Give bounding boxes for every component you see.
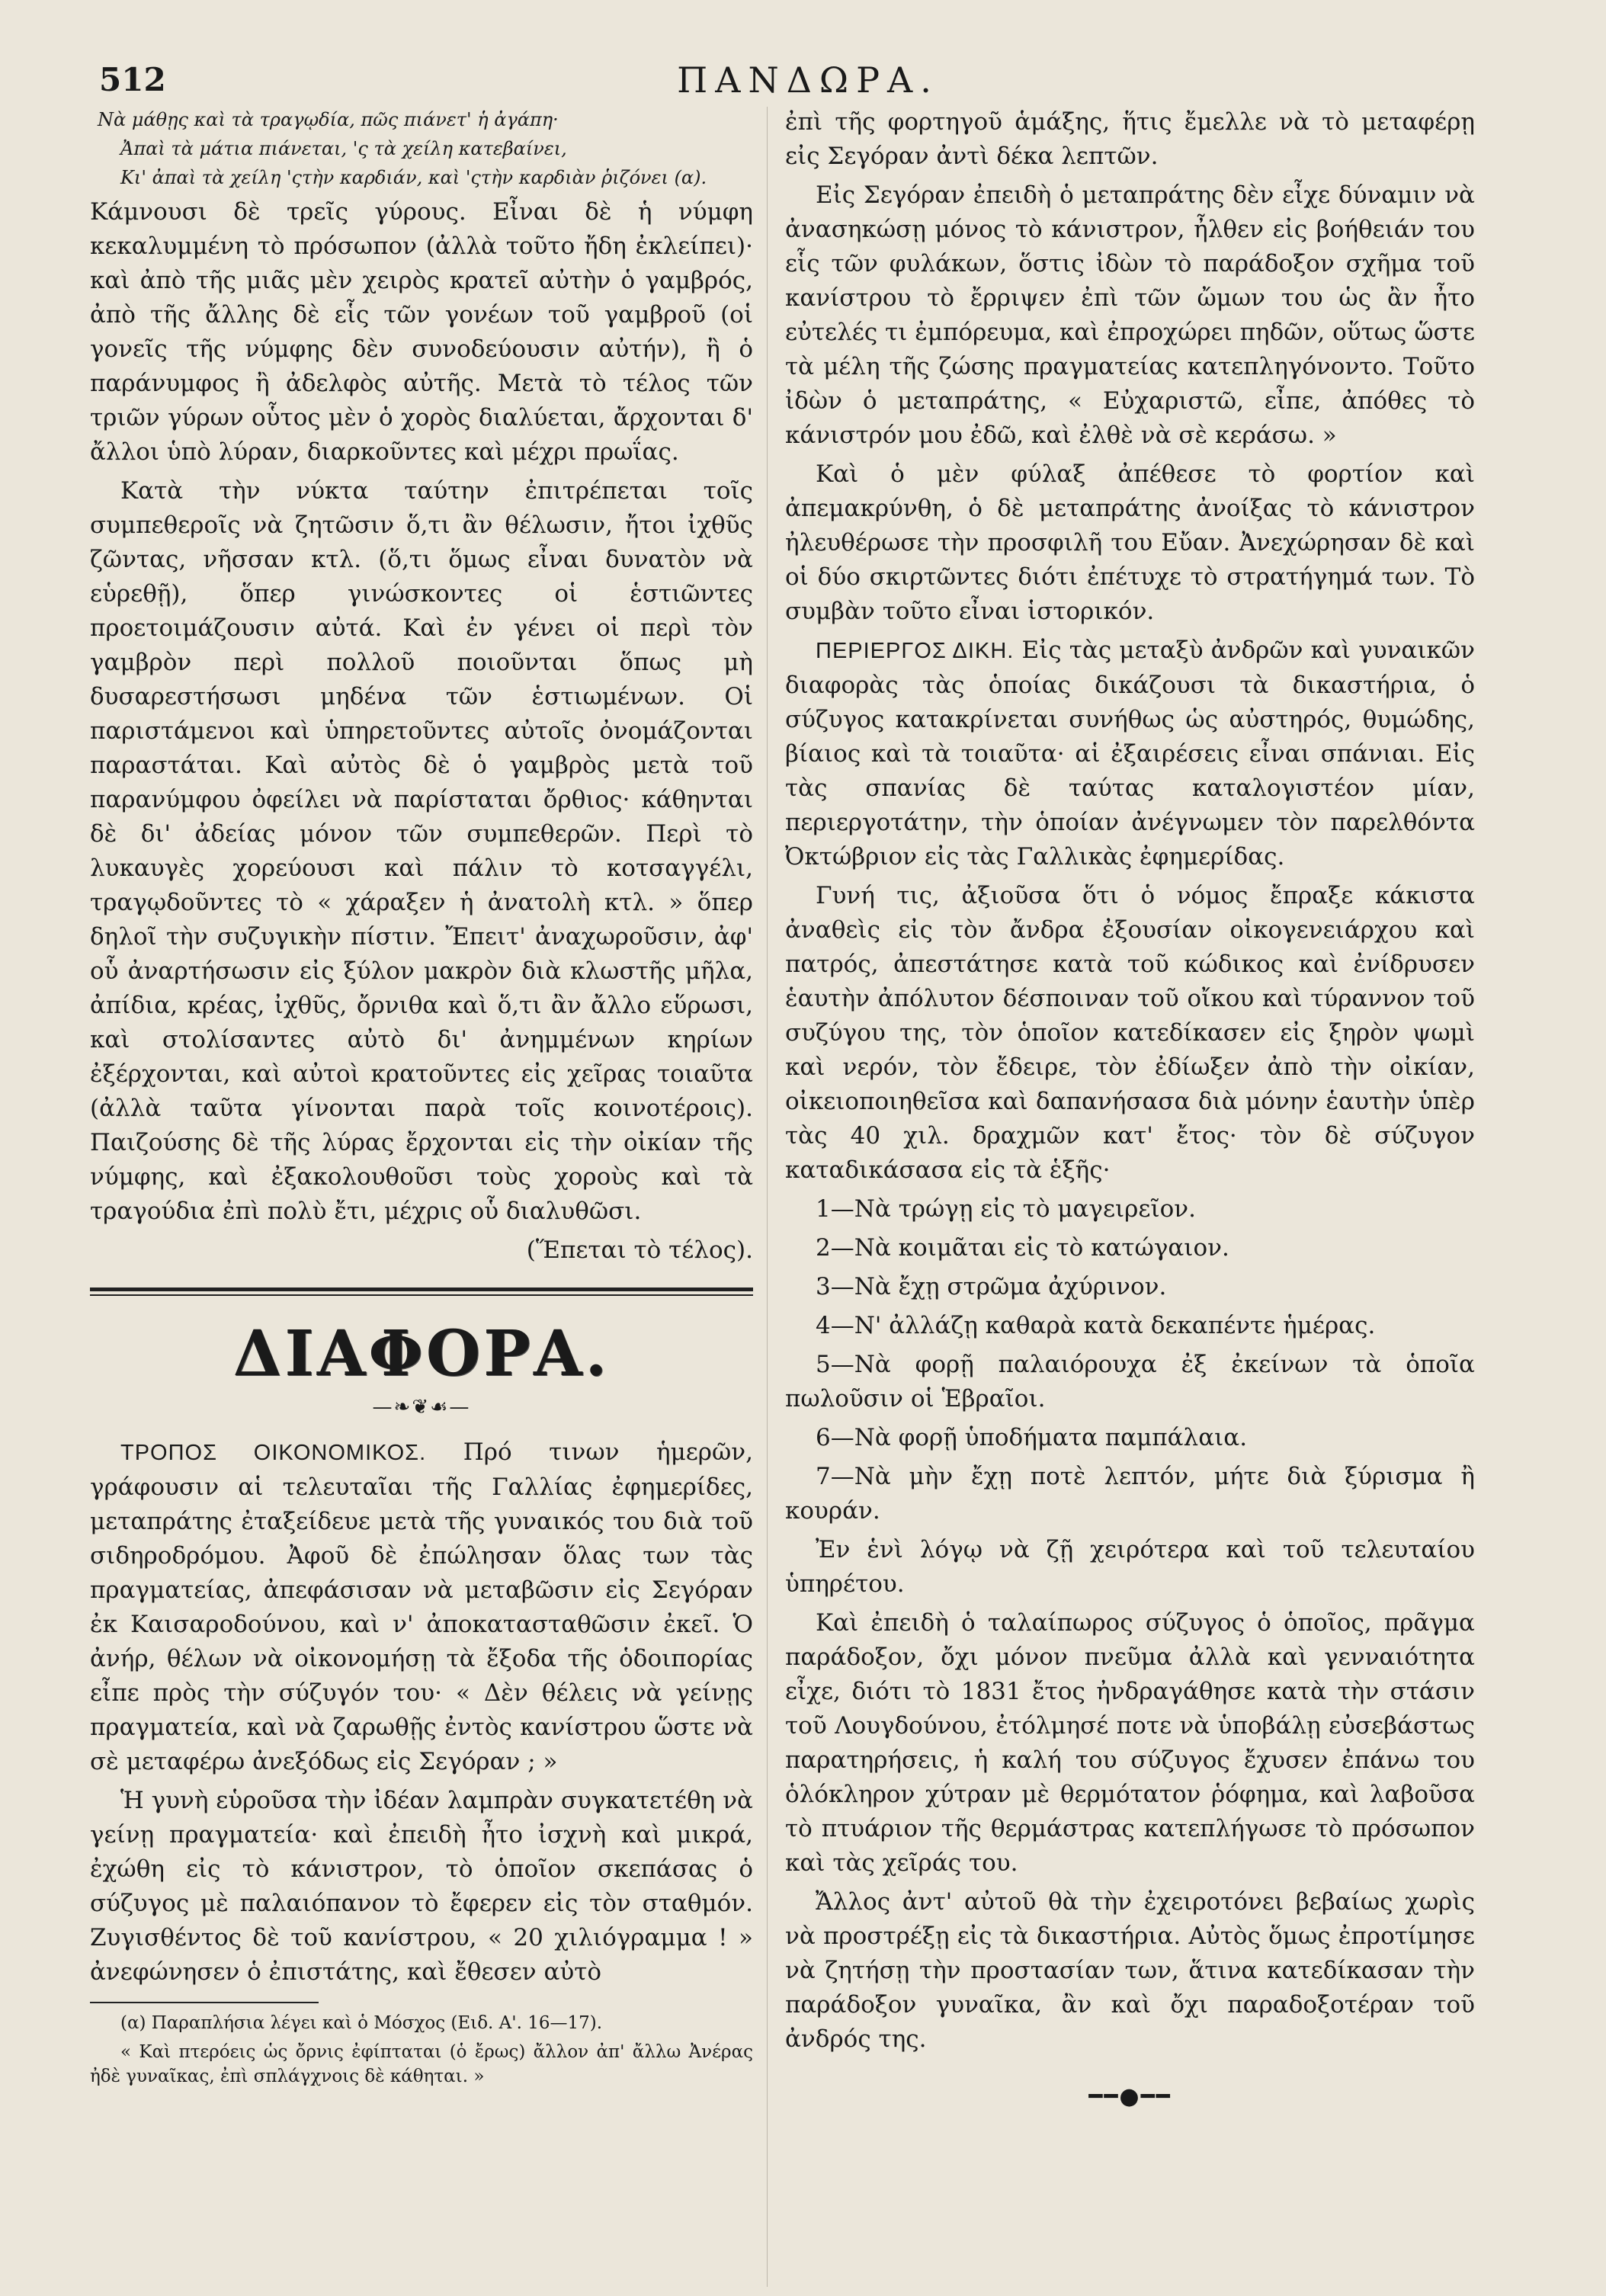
paragraph: Γυνή τις, ἀξιοῦσα ὅτι ὁ νόμος ἔπραξε κάκιστα ἀναθεὶς εἰς τὸν ἄνδρα ἐξουσίαν οἰκογενειάρχου καὶ πατρός, ἀπεστάτησε κατὰ τοῦ κώδικος καὶ ἐνίδρυσεν ἑαυτὴν ἀπόλυτον δέσποιναν τοῦ οἴκου καὶ τύραννον τοῦ συζύγου της, τὸν ὁποῖον κατεδίκασεν εἰς ξηρὸν ψωμὶ καὶ νερόν, τὸν ἔδειρε, τὸν ἐδίωξεν ἀπὸ τὴν οἰκίαν, οἰκειοποιηθεῖσα καὶ δαπανήσασα διὰ μόνην ἑαυτὴν ὑπὲρ τὰς 40 χιλ. δραχμῶν κατ' ἔτος· τὸν δὲ σύζυγον καταδικάσασα εἰς τὰ ἑξῆς· [785,882,1475,1184]
continued-note: (Ἕπεται τὸ τέλος). [526,1236,753,1264]
section-rule [90,1287,753,1296]
list-item: 6—Νὰ φορῇ ὑποδήματα παμπάλαια. [816,1424,1248,1451]
paragraph: Ἐν ἑνὶ λόγῳ νὰ ζῇ χειρότερα καὶ τοῦ τελευταίου ὑπηρέτου. [785,1536,1475,1598]
list-item: 7—Νὰ μὴν ἔχῃ ποτὲ λεπτόν, μήτε διὰ ξύρισμα ἢ κουράν. [785,1463,1475,1525]
paragraph: Ἡ γυνὴ εὑροῦσα τὴν ἰδέαν λαμπρὰν συγκατετέθη νὰ γείνῃ πραγματεία· καὶ ἐπειδὴ ἦτο ἰσχνὴ καὶ μικρά, ἐχώθη εἰς τὸ κάνιστρον, τὸ ὁποῖον σκεπάσας ὁ σύζυγος μὲ παλαιόπανον τὸ ἔφερεν εἰς τὸν σταθμόν. Ζυγισθέντος δὲ τοῦ κανίστρου, « 20 χιλιόγραμμα ! » ἀνεφώνησεν ὁ ἐπιστάτης, καὶ ἔθεσεν αὐτὸ [90,1787,753,1986]
paragraph: Καὶ ἐπειδὴ ὁ ταλαίπωρος σύζυγος ὁ ὁποῖος, πρᾶγμα παράδοξον, ὄχι μόνον πνεῦμα ἀλλὰ καὶ γενναιότητα εἶχε, διότι τὸ 1831 ἔτος ἠνδραγάθησε κατὰ τὴν στάσιν τοῦ Λουγδούνου, ἐτόλμησέ ποτε νὰ ὑποβάλῃ εὐσεβάστως παρατηρήσεις, ἡ καλή του σύζυγος ἔχυσεν ἐπάνω του ὁλόκληρον χύτραν μὲ θερμότατον ῥόφημα, καὶ λαβοῦσα τὸ πτυάριον τῆς θερμάστρας κατεπλήγωσε τὸ πρόσωπον καὶ τὰς χεῖράς του. [785,1609,1475,1877]
running-title: ΠΑΝΔΩΡΑ. [677,59,939,101]
paragraph: Καὶ ὁ μὲν φύλαξ ἀπέθεσε τὸ φορτίον καὶ ἀπεμακρύνθη, ὁ δὲ μεταπράτης ἀνοίξας τὸ κάνιστρον ἠλευθέρωσε τὴν προσφιλῆ του Εὔαν. Ἀνεχώρησαν δὲ καὶ οἱ δύο σκιρτῶντες διότι ἐπέτυχε τὸ στρατήγημά των. Τὸ συμβὰν τοῦτο εἶναι ἱστορικόν. [785,460,1475,625]
list-item: 4—Ν' ἀλλάζῃ καθαρὰ κατὰ δεκαπέντε ἡμέρας. [816,1312,1376,1339]
page-number: 512 [99,61,166,98]
list-item: 1—Νὰ τρώγῃ εἰς τὸ μαγειρεῖον. [816,1195,1196,1223]
footnote: (α) Παραπλήσια λέγει καὶ ὁ Μόσχος (Ειδ. Α'. 16—17). [120,2013,603,2033]
poem-line: Κι' ἀπαὶ τὰ χείλη 'ςτὴν καρδιάν, καὶ 'ςτὴν καρδιὰν ῥιζόνει (α). [120,167,707,188]
poem-verse [90,105,753,192]
paragraph: Κάμνουσι δὲ τρεῖς γύρους. Εἶναι δὲ ἡ νύμφη κεκαλυμμένη τὸ πρόσωπον (ἀλλὰ τοῦτο ἤδη ἐκλείπει)· καὶ ἀπὸ τῆς μιᾶς μὲν χειρὸς κρατεῖ αὐτὴν ὁ γαμβρός, ἀπὸ τῆς ἄλλης δὲ εἷς τῶν γονέων τοῦ γαμβροῦ (οἱ γονεῖς τῆς νύμφης δὲν συνοδεύουσιν αὐτήν), ἢ ὁ παράνυμφος ἢ ἀδελφὸς αὐτῆς. Μετὰ τὸ τέλος τῶν τριῶν γύρων οὗτος μὲν ὁ χορὸς διαλύεται, ἄρχονται δ' ἄλλοι ὑπὸ λύραν, διαρκοῦντες καὶ μέχρι πρωΐας. [90,198,753,466]
right-column [785,105,1475,2114]
article-paragraph [785,633,1475,874]
ornament-flourish-icon: —❧❦☙— [372,1396,471,1419]
article-text: Πρό τινων ἡμερῶν, γράφουσιν αἱ τελευταῖαι τῆς Γαλλίας ἐφημερίδες, μεταπράτης ἐταξείδευε μετὰ τῆς γυναικός του διὰ τοῦ σιδηροδρόμου. Ἀφοῦ δὲ ἐπώλησαν ὅλας των τὰς πραγματείας, ἀπεφάσισαν νὰ μεταβῶσιν εἰς Σεγόραν ἐκ Καισαροδούνου, καὶ ν' ἀποκατασταθῶσιν ἐκεῖ. Ὁ ἀνήρ, θέλων νὰ οἰκονομήσῃ τὰ ἔξοδα τῆς ὁδοιπορίας εἶπε πρὸς τὴν σύζυγόν του· « Δὲν θέλεις νὰ γείνῃς πραγματεία, καὶ νὰ ζαρωθῇς ἐντὸς κανίστρου ὥστε νὰ σὲ μεταφέρω ἀνεξόδως εἰς Σεγόραν ; » [90,1438,753,1775]
article-rubric: ΠΕΡΙΕΡΓΟΣ ΔΙΚΗ. [816,639,1015,663]
section-title: ΔΙΑΦΟΡΑ. [232,1317,611,1390]
page-header [91,53,1524,107]
footnote-rule [90,2002,319,2003]
paragraph: Κατὰ τὴν νύκτα ταύτην ἐπιτρέπεται τοῖς συμπεθεροῖς νὰ ζητῶσιν ὅ,τι ἂν θέλωσιν, ἤτοι ἰχθῦς ζῶντας, νῆσσαν κτλ. (ὅ,τι ὅμως εἶναι δυνατὸν νὰ εὑρεθῇ), ὅπερ γινώσκοντες οἱ ἑστιῶντες προετοιμάζουσιν αὐτά. Καὶ ἐν γένει οἱ περὶ τὸν γαμβρὸν περὶ πολλοῦ ποιοῦνται ὅπως μὴ δυσαρεστήσωσι μηδένα τῶν ἑστιωμένων. Οἱ παριστάμενοι καὶ ὑπηρετοῦντες αὐτοῖς ὀνομάζονται παραστάται. Καὶ αὐτὸς δὲ ὁ γαμβρὸς μετὰ τοῦ παρανύμφου ὀφείλει νὰ παρίσταται ὄρθιος· κάθηνται δὲ δι' ἀδείας μόνον τῶν συμπεθερῶν. Περὶ τὸ λυκαυγὲς χορεύουσι καὶ πάλιν τὸ κοτσαγγέλι, τραγῳδοῦντες τὸ « χάραξεν ἡ ἀνατολὴ κτλ. » ὅπερ δηλοῖ τὴν συζυγικὴν πίστιν. Ἔπειτ' ἀναχωροῦσιν, ἀφ' οὗ ἀναρτήσωσιν εἰς ξύλον μακρὸν διὰ κλωστῆς μῆλα, ἀπίδια, κρέας, ἰχθῦς, ὄρνιθα καὶ ὅ,τι ἂν ἄλλο εὕρωσι, καὶ στολίσαντες αὐτὸ δι' ἀνημμένων κηρίων ἐξέρχονται, καὶ αὐτοὶ κρατοῦντες εἰς χεῖρας τοιαῦτα (ἀλλὰ ταῦτα γίνονται παρὰ τοῖς κοινοτέροις). Παιζούσης δὲ τῆς λύρας ἔρχονται εἰς τὴν οἰκίαν τῆς νύμφης, καὶ ἐξακολουθοῦσι τοὺς χοροὺς καὶ τὰ τραγούδια ἐπὶ πολὺ ἔτι, μέχρις οὗ διαλυθῶσι. [90,477,753,1225]
list-item: 3—Νὰ ἔχῃ στρῶμα ἀχύρινον. [816,1273,1167,1300]
paragraph: Ἄλλος ἀντ' αὐτοῦ θὰ τὴν ἐχειροτόνει βεβαίως χωρὶς νὰ προστρέξῃ εἰς τὰ δικαστήρια. Αὐτὸς ὅμως ἐπροτίμησε νὰ ζητήσῃ τὴν προστασίαν των, ἅτινα κατεδίκασαν τὴν παράδοξον γυναῖκα, ἂν καὶ ὄχι παραδοξοτέραν τοῦ ἀνδρός της. [785,1888,1475,2053]
article-paragraph [90,1435,753,1779]
poem-line: Ἀπαὶ τὰ μάτια πιάνεται, 'ς τὰ χείλη κατεβαίνει, [120,138,567,159]
list-item: 5—Νὰ φορῇ παλαιόρουχα ἐξ ἐκείνων τὰ ὁποῖα πωλοῦσιν οἱ Ἑβραῖοι. [785,1351,1475,1413]
paragraph: ἐπὶ τῆς φορτηγοῦ ἁμάξης, ἥτις ἔμελλε νὰ τὸ μεταφέρῃ εἰς Σεγόραν ἀντὶ δέκα λεπτῶν. [785,108,1475,170]
column-divider [767,107,768,2287]
list-item: 2—Νὰ κοιμᾶται εἰς τὸ κατώγαιον. [816,1234,1229,1262]
article-text: Εἰς τὰς μεταξὺ ἀνδρῶν καὶ γυναικῶν διαφορὰς τὰς ὁποίας δικάζουσι τὰ δικαστήρια, ὁ σύζυγος κατακρίνεται συνήθως ὡς αὐστηρός, θυμώδης, βίαιος καὶ τὰ τοιαῦτα· αἱ ἐξαιρέσεις εἶναι σπάνιαι. Εἰς τὰς σπανίας δὲ ταύτας καταλογιστέον μίαν, περιεργοτάτην, τὴν ὁποίαν ἀνέγνωμεν τὸν παρελθόντα Ὀκτώβριον εἰς τὰς Γαλλικὰς ἐφημερίδας. [785,637,1476,871]
sentence-list [785,1192,1475,1528]
article-rubric: ΤΡΟΠΟΣ ΟΙΚΟΝΟΜΙΚΟΣ. [120,1441,427,1465]
poem-line: Νὰ μάθῃς καὶ τὰ τραγῳδία, πῶς πιάνετ' ἡ ἀγάπη· [98,109,559,130]
end-ornament-icon: ━━●━━ [1088,2083,1172,2110]
paragraph: Εἰς Σεγόραν ἐπειδὴ ὁ μεταπράτης δὲν εἶχε δύναμιν νὰ ἀνασηκώσῃ μόνος τὸ κάνιστρον, ἦλθεν εἰς βοήθειάν του εἷς τῶν φυλάκων, ὅστις ἰδὼν τὸ παράδοξον σχῆμα τοῦ κανίστρου τὸ ἔρριψεν ἐπὶ τῶν ὤμων του ὡς ἂν ἦτο εὐτελές τι ἐμπόρευμα, καὶ ἐπροχώρει πηδῶν, οὕτως ὥστε τὰ μέλη τῆς ζώσης πραγματείας κατεπληγόνοντο. Τοῦτο ἰδὼν ὁ μεταπράτης, « Εὐχαριστῶ, εἶπε, ἀπόθες τὸ κάνιστρόν μου ἐδῶ, καὶ ἐλθὲ νὰ σὲ κεράσω. » [785,181,1475,449]
left-column [90,105,753,2093]
footnote-quote: « Καὶ πτερόεις ὡς ὄρνις ἐφίπταται (ὁ ἔρως) ἄλλον ἀπ' ἄλλω Ἀνέρας ἠδὲ γυναῖκας, ἐπὶ σπλάγχνοις δὲ κάθηται. » [90,2042,753,2086]
